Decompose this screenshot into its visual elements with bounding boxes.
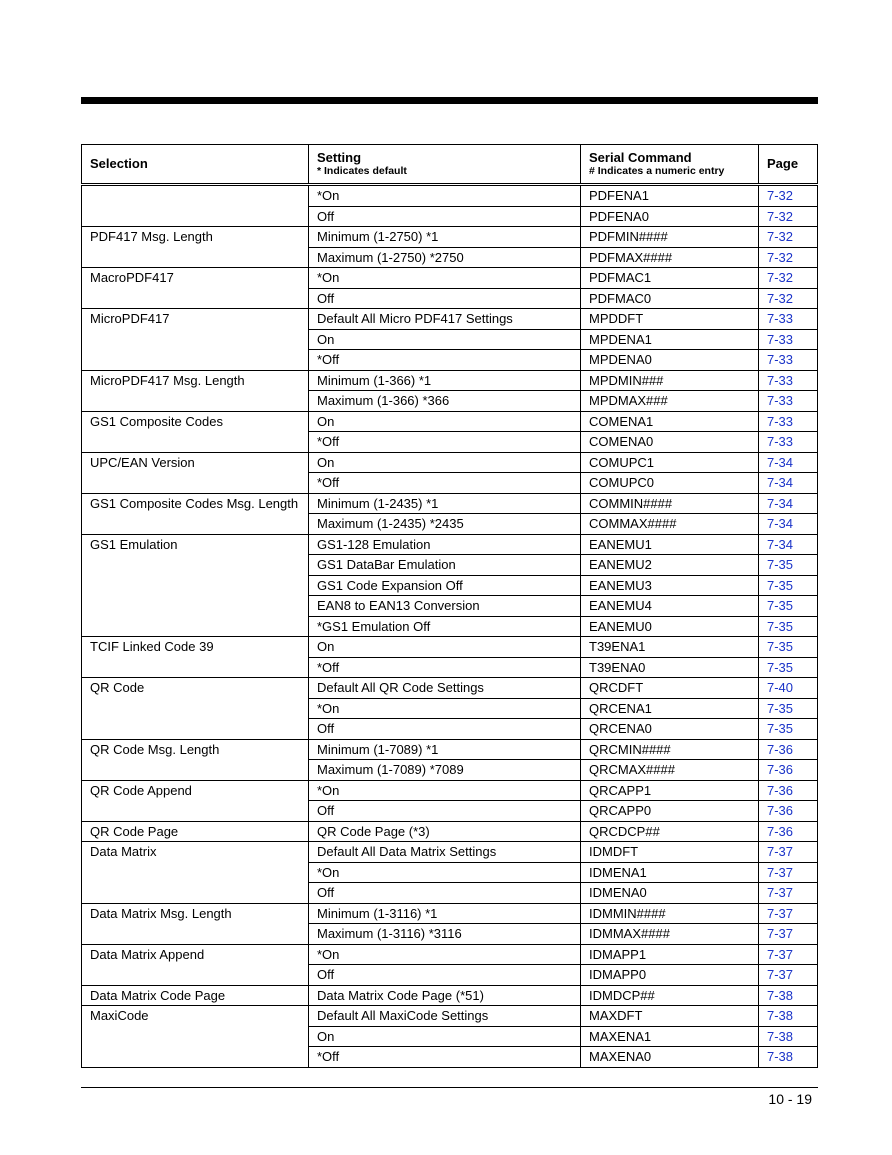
selection-cell: Data Matrix Code Page xyxy=(82,985,309,1006)
selection-cell xyxy=(82,391,309,412)
setting-cell: GS1 Code Expansion Off xyxy=(309,575,581,596)
table-row xyxy=(82,575,818,596)
page-link[interactable]: 7-34 xyxy=(759,514,818,535)
serial-command-cell: MAXENA0 xyxy=(581,1047,759,1068)
selection-cell: UPC/EAN Version xyxy=(82,452,309,473)
setting-cell: Off xyxy=(309,801,581,822)
page-link[interactable]: 7-33 xyxy=(759,391,818,412)
serial-command-cell: IDMENA1 xyxy=(581,862,759,883)
serial-command-cell: EANEMU0 xyxy=(581,616,759,637)
selection-cell xyxy=(82,555,309,576)
table-row xyxy=(82,370,818,391)
table-row xyxy=(82,924,818,945)
serial-command-cell: IDMAPP1 xyxy=(581,944,759,965)
setting-cell: *GS1 Emulation Off xyxy=(309,616,581,637)
serial-command-cell: QRCMAX#### xyxy=(581,760,759,781)
page-link[interactable]: 7-35 xyxy=(759,616,818,637)
selection-cell xyxy=(82,698,309,719)
selection-cell: MicroPDF417 xyxy=(82,309,309,330)
table-row xyxy=(82,596,818,617)
table-row xyxy=(82,391,818,412)
table-row xyxy=(82,719,818,740)
serial-command-cell: QRCAPP1 xyxy=(581,780,759,801)
serial-command-cell: COMENA1 xyxy=(581,411,759,432)
selection-cell xyxy=(82,719,309,740)
setting-cell: Off xyxy=(309,965,581,986)
page-link[interactable]: 7-32 xyxy=(759,288,818,309)
serial-command-cell: IDMMIN#### xyxy=(581,903,759,924)
table-row xyxy=(82,698,818,719)
page-link[interactable]: 7-37 xyxy=(759,924,818,945)
table-row xyxy=(82,862,818,883)
page-link[interactable]: 7-35 xyxy=(759,698,818,719)
page-link[interactable]: 7-36 xyxy=(759,821,818,842)
serial-command-cell: MPDENA1 xyxy=(581,329,759,350)
setting-cell: Minimum (1-366) *1 xyxy=(309,370,581,391)
serial-command-cell: MAXDFT xyxy=(581,1006,759,1027)
table-row xyxy=(82,247,818,268)
page-link[interactable]: 7-36 xyxy=(759,780,818,801)
setting-cell: Maximum (1-366) *366 xyxy=(309,391,581,412)
setting-cell: Minimum (1-3116) *1 xyxy=(309,903,581,924)
table-row xyxy=(82,555,818,576)
selection-cell xyxy=(82,514,309,535)
setting-cell: Maximum (1-2750) *2750 xyxy=(309,247,581,268)
serial-command-cell: COMMIN#### xyxy=(581,493,759,514)
selection-cell: QR Code Append xyxy=(82,780,309,801)
table-row xyxy=(82,185,818,207)
page-link[interactable]: 7-36 xyxy=(759,760,818,781)
setting-cell: *On xyxy=(309,698,581,719)
setting-cell: *Off xyxy=(309,432,581,453)
selection-cell xyxy=(82,657,309,678)
setting-cell: *Off xyxy=(309,473,581,494)
setting-cell: *Off xyxy=(309,1047,581,1068)
serial-command-cell: COMUPC0 xyxy=(581,473,759,494)
serial-command-cell: EANEMU3 xyxy=(581,575,759,596)
serial-command-cell: PDFMAC0 xyxy=(581,288,759,309)
serial-command-cell: MPDENA0 xyxy=(581,350,759,371)
page-link[interactable]: 7-33 xyxy=(759,370,818,391)
setting-cell: Minimum (1-2750) *1 xyxy=(309,227,581,248)
selection-cell: MicroPDF417 Msg. Length xyxy=(82,370,309,391)
setting-cell: On xyxy=(309,329,581,350)
selection-cell xyxy=(82,862,309,883)
serial-command-cell: MPDMIN### xyxy=(581,370,759,391)
setting-cell: Minimum (1-2435) *1 xyxy=(309,493,581,514)
page-link[interactable]: 7-34 xyxy=(759,493,818,514)
serial-command-cell: QRCMIN#### xyxy=(581,739,759,760)
serial-command-cell: MAXENA1 xyxy=(581,1026,759,1047)
table-header-row xyxy=(82,145,818,185)
page-link[interactable]: 7-40 xyxy=(759,678,818,699)
selection-cell xyxy=(82,760,309,781)
table-row xyxy=(82,903,818,924)
serial-command-cell: COMUPC1 xyxy=(581,452,759,473)
table-row xyxy=(82,493,818,514)
serial-command-cell: PDFENA1 xyxy=(581,185,759,207)
page-link[interactable]: 7-33 xyxy=(759,432,818,453)
serial-command-cell: MPDMAX### xyxy=(581,391,759,412)
table-row xyxy=(82,616,818,637)
setting-cell: QR Code Page (*3) xyxy=(309,821,581,842)
page-link[interactable]: 7-38 xyxy=(759,985,818,1006)
page-link[interactable]: 7-35 xyxy=(759,555,818,576)
bottom-rule xyxy=(81,1087,818,1088)
serial-command-cell: IDMMAX#### xyxy=(581,924,759,945)
selection-cell: QR Code xyxy=(82,678,309,699)
serial-command-cell: QRCDFT xyxy=(581,678,759,699)
selection-cell xyxy=(82,575,309,596)
table-row xyxy=(82,637,818,658)
selection-cell xyxy=(82,432,309,453)
header-setting: Setting * Indicates default xyxy=(309,145,581,185)
serial-command-cell: PDFENA0 xyxy=(581,206,759,227)
page-link[interactable]: 7-32 xyxy=(759,227,818,248)
page-link[interactable]: 7-36 xyxy=(759,801,818,822)
page-link[interactable]: 7-32 xyxy=(759,268,818,289)
table-row xyxy=(82,821,818,842)
table-row xyxy=(82,985,818,1006)
table-row xyxy=(82,944,818,965)
setting-cell: On xyxy=(309,452,581,473)
setting-cell: Data Matrix Code Page (*51) xyxy=(309,985,581,1006)
top-rule xyxy=(81,97,818,104)
setting-cell: Default All QR Code Settings xyxy=(309,678,581,699)
table-row xyxy=(82,473,818,494)
setting-cell: Off xyxy=(309,288,581,309)
table-row xyxy=(82,411,818,432)
table-row xyxy=(82,432,818,453)
selection-cell xyxy=(82,1047,309,1068)
serial-command-cell: PDFMIN#### xyxy=(581,227,759,248)
page-number: 10 - 19 xyxy=(768,1091,812,1107)
selection-cell xyxy=(82,288,309,309)
serial-command-cell: IDMDCP## xyxy=(581,985,759,1006)
serial-command-cell: IDMENA0 xyxy=(581,883,759,904)
serial-command-cell: COMENA0 xyxy=(581,432,759,453)
page-link[interactable]: 7-38 xyxy=(759,1026,818,1047)
setting-cell: GS1-128 Emulation xyxy=(309,534,581,555)
setting-cell: Maximum (1-7089) *7089 xyxy=(309,760,581,781)
table-row xyxy=(82,1006,818,1027)
page-link[interactable]: 7-35 xyxy=(759,637,818,658)
page-link[interactable]: 7-38 xyxy=(759,1006,818,1027)
selection-cell xyxy=(82,1026,309,1047)
setting-cell: *On xyxy=(309,185,581,207)
serial-command-cell: IDMAPP0 xyxy=(581,965,759,986)
table-row xyxy=(82,288,818,309)
setting-cell: *On xyxy=(309,780,581,801)
setting-cell: Default All Data Matrix Settings xyxy=(309,842,581,863)
selection-cell xyxy=(82,616,309,637)
page-link[interactable]: 7-38 xyxy=(759,1047,818,1068)
header-selection: Selection xyxy=(82,145,309,185)
selection-cell: GS1 Emulation xyxy=(82,534,309,555)
selection-cell: Data Matrix Append xyxy=(82,944,309,965)
table-row xyxy=(82,1026,818,1047)
header-serial-command: Serial Command # Indicates a numeric entry xyxy=(581,145,759,185)
serial-command-cell: QRCENA0 xyxy=(581,719,759,740)
setting-cell: *Off xyxy=(309,350,581,371)
setting-cell: *On xyxy=(309,268,581,289)
setting-cell: EAN8 to EAN13 Conversion xyxy=(309,596,581,617)
serial-command-cell: QRCAPP0 xyxy=(581,801,759,822)
table-row xyxy=(82,206,818,227)
table-row xyxy=(82,842,818,863)
selection-cell xyxy=(82,883,309,904)
selection-cell xyxy=(82,247,309,268)
serial-command-cell: T39ENA0 xyxy=(581,657,759,678)
serial-command-cell: QRCENA1 xyxy=(581,698,759,719)
serial-command-cell: EANEMU1 xyxy=(581,534,759,555)
serial-command-cell: EANEMU2 xyxy=(581,555,759,576)
page-link[interactable]: 7-35 xyxy=(759,575,818,596)
table-row xyxy=(82,268,818,289)
setting-cell: Off xyxy=(309,206,581,227)
page-link[interactable]: 7-37 xyxy=(759,944,818,965)
setting-cell: Default All Micro PDF417 Settings xyxy=(309,309,581,330)
selection-cell xyxy=(82,350,309,371)
table-row xyxy=(82,739,818,760)
table-row xyxy=(82,227,818,248)
serial-command-cell: PDFMAX#### xyxy=(581,247,759,268)
table-row xyxy=(82,350,818,371)
page-link[interactable]: 7-34 xyxy=(759,452,818,473)
selection-cell xyxy=(82,596,309,617)
page-link[interactable]: 7-37 xyxy=(759,903,818,924)
header-setting-note: * Indicates default xyxy=(317,164,407,177)
serial-command-cell: MPDDFT xyxy=(581,309,759,330)
page-link[interactable]: 7-33 xyxy=(759,309,818,330)
serial-command-cell: EANEMU4 xyxy=(581,596,759,617)
table-row xyxy=(82,452,818,473)
selection-cell: PDF417 Msg. Length xyxy=(82,227,309,248)
page-link[interactable]: 7-34 xyxy=(759,473,818,494)
serial-command-cell: COMMAX#### xyxy=(581,514,759,535)
selection-cell xyxy=(82,329,309,350)
page-link[interactable]: 7-37 xyxy=(759,883,818,904)
setting-cell: Off xyxy=(309,883,581,904)
setting-cell: Off xyxy=(309,719,581,740)
serial-command-cell: QRCDCP## xyxy=(581,821,759,842)
table-row xyxy=(82,801,818,822)
selection-cell: Data Matrix xyxy=(82,842,309,863)
setting-cell: Default All MaxiCode Settings xyxy=(309,1006,581,1027)
table-row xyxy=(82,1047,818,1068)
selection-cell: Data Matrix Msg. Length xyxy=(82,903,309,924)
page-link[interactable]: 7-37 xyxy=(759,862,818,883)
selection-cell xyxy=(82,965,309,986)
table-row xyxy=(82,534,818,555)
setting-cell: Maximum (1-3116) *3116 xyxy=(309,924,581,945)
setting-cell: On xyxy=(309,1026,581,1047)
setting-cell: On xyxy=(309,411,581,432)
table-row xyxy=(82,309,818,330)
table-row xyxy=(82,514,818,535)
page-link[interactable]: 7-35 xyxy=(759,657,818,678)
header-page: Page xyxy=(759,145,818,185)
setting-cell: Maximum (1-2435) *2435 xyxy=(309,514,581,535)
header-serial-note: # Indicates a numeric entry xyxy=(589,164,725,177)
serial-command-table xyxy=(81,144,818,1068)
page-link[interactable]: 7-33 xyxy=(759,329,818,350)
page-link[interactable]: 7-32 xyxy=(759,185,818,207)
page-link[interactable]: 7-37 xyxy=(759,842,818,863)
table-row xyxy=(82,883,818,904)
setting-cell: *On xyxy=(309,944,581,965)
selection-cell: TCIF Linked Code 39 xyxy=(82,637,309,658)
selection-cell: MacroPDF417 xyxy=(82,268,309,289)
table-row xyxy=(82,965,818,986)
selection-cell xyxy=(82,473,309,494)
setting-cell: *Off xyxy=(309,657,581,678)
table-row xyxy=(82,780,818,801)
selection-cell: QR Code Page xyxy=(82,821,309,842)
page-link[interactable]: 7-32 xyxy=(759,206,818,227)
table-row xyxy=(82,657,818,678)
page-link[interactable]: 7-33 xyxy=(759,350,818,371)
selection-cell: QR Code Msg. Length xyxy=(82,739,309,760)
selection-cell xyxy=(82,924,309,945)
page-link[interactable]: 7-34 xyxy=(759,534,818,555)
table-row xyxy=(82,678,818,699)
selection-cell: MaxiCode xyxy=(82,1006,309,1027)
selection-cell: GS1 Composite Codes xyxy=(82,411,309,432)
page-link[interactable]: 7-37 xyxy=(759,965,818,986)
serial-command-cell: T39ENA1 xyxy=(581,637,759,658)
page-link[interactable]: 7-35 xyxy=(759,596,818,617)
table-row xyxy=(82,329,818,350)
page-link[interactable]: 7-33 xyxy=(759,411,818,432)
selection-cell xyxy=(82,185,309,207)
setting-cell: GS1 DataBar Emulation xyxy=(309,555,581,576)
page-link[interactable]: 7-36 xyxy=(759,739,818,760)
page-link[interactable]: 7-32 xyxy=(759,247,818,268)
selection-cell xyxy=(82,206,309,227)
serial-command-cell: PDFMAC1 xyxy=(581,268,759,289)
setting-cell: *On xyxy=(309,862,581,883)
setting-cell: Minimum (1-7089) *1 xyxy=(309,739,581,760)
serial-command-cell: IDMDFT xyxy=(581,842,759,863)
page-link[interactable]: 7-35 xyxy=(759,719,818,740)
selection-cell: GS1 Composite Codes Msg. Length xyxy=(82,493,309,514)
table-row xyxy=(82,760,818,781)
selection-cell xyxy=(82,801,309,822)
setting-cell: On xyxy=(309,637,581,658)
